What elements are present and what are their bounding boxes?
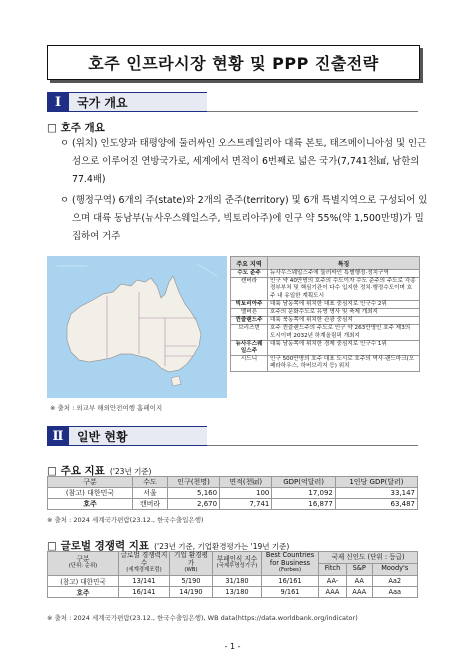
section-1-number: Ⅰ — [47, 92, 69, 112]
table-row: 멜버른 호주의 문화수도로 유명 명사 및 축제 개최지 — [231, 309, 420, 317]
table-row: (참고) 대한민국 서울 5,160 100 17,092 33,147 — [48, 488, 418, 499]
overview-heading: □ 호주 개요 — [47, 122, 105, 134]
competitiveness-table: 구분 (단위: 순위) 글로벌 경쟁력지수 (세계경제포럼) 기업 환경평가 (WB) 부패인식 지수 (국제투명성기구) Best Countries for Business (Forbes) 국제 신인도 (단위 : 등급) Fitch S&P Moody's (참고) 대한민국 13/141 5/190 31/180 16/161 AA- AA Aa2 호주 16/141 14/190 13/180 9/161 AAA AAA Aaa — [47, 551, 418, 598]
table-row: 호주 캔버라 2,670 7,741 16,877 63,487 — [48, 499, 418, 510]
table-row: 퀸즐랜드주 대륙 북동쪽에 위치한 관광 중심지 — [231, 317, 420, 325]
overview-location-text: ㅇ (위치) 인도양과 태평양에 둘러싸인 오스트레일리아 대륙 본토, 태즈메이니아섬 및 인근 섬으로 이루어진 연방국가로, 세계에서 면적이 6번째로 넓은 국가(7,741천㎢, 남한의 77.4배) — [60, 138, 427, 185]
feature-col-header: 특징 — [268, 257, 420, 270]
indicators-source-note: ※ 출처 : 2024 세계국가편람(23.12., 한국수출입은행) — [47, 516, 204, 524]
australia-map — [47, 256, 227, 398]
competitiveness-heading: □ 글로벌 경쟁력 지표 ('23년 기준, 기업환경평가는 '19년 기준) — [47, 540, 290, 552]
table-row: 호주 16/141 14/190 13/180 9/161 AAA AAA Aaa — [48, 586, 418, 597]
region-col-header: 주요 지역 — [231, 257, 268, 270]
competitiveness-source-note: ※ 출처 : 2024 세계국가편람(23.12., 한국수출입은행), WB data(https://data.worldbank.org/indicator) — [47, 614, 358, 622]
indicators-heading: □ 주요 지표 ('23년 기준) — [47, 465, 152, 477]
section-1-title: 국가 개요 — [69, 92, 207, 112]
table-row: 수도 준주 뉴사우스웨일스주에 둘러싸인 특별행정·정치구역 — [231, 270, 420, 278]
table-row: 캔버라 인구 약 40만명의 호주의 수도이자 수도 준주의 주도로 각종 정부부처 및 핵심기관이 다수 입지한 정치·행정수도이며 호주 내 유일한 계획도시 — [231, 278, 420, 301]
section-2-title: 일반 현황 — [69, 426, 207, 446]
map-source-note: ※ 출처 : 외교부 해외안전여행 홈페이지 — [50, 404, 163, 412]
australia-map-graphic — [47, 256, 227, 398]
section-2-number: Ⅱ — [47, 426, 69, 446]
table-row: 브리즈번 호주 퀸즐랜드주의 주도로 인구 약 263만명인 호주 제3의 도시이며 2032년 하계올림픽 개최지 — [231, 325, 420, 340]
section-divider — [207, 426, 418, 446]
overview-admin-text: ㅇ (행정구역) 6개의 주(state)와 2개의 준주(territory) 및 6개 특별지역으로 구성되어 있으며 대륙 동남부(뉴사우스웨일스주, 빅토리아주)에 인구 약 55%(약 1,500만명)가 밀집하여 거주 — [60, 195, 428, 242]
page-title: 호주 인프라시장 현황 및 PPP 진출전략 — [47, 45, 420, 80]
table-row: 시드니 인구 500만명의 호주 대표 도시로 호주의 역사·랜드마크(오페라하우스, 하버브리지 등) 위치 — [231, 356, 420, 371]
table-row: (참고) 대한민국 13/141 5/190 31/180 16/161 AA- AA Aa2 — [48, 575, 418, 586]
table-row: 빅토리아주 대륙 남동쪽에 위치한 대표 중심지로 인구수 2위 — [231, 300, 420, 308]
table-row: 뉴사우스웨일스주 대륙 남동쪽에 위치한 경제 중심지로 인구수 1위 — [231, 340, 420, 355]
indicators-table: 구분 수도 인구(천명) 면적(천㎢) GDP(억달러) 1인당 GDP(달러) (참고) 대한민국 서울 5,160 100 17,092 33,147 호주 캔버라 2,670 7,741 16,877 63,487 — [47, 476, 418, 510]
page-number: - 1 - — [224, 642, 241, 651]
section-2-header — [47, 426, 418, 446]
region-table — [230, 256, 420, 372]
section-1-header — [47, 92, 418, 112]
section-divider — [207, 92, 418, 112]
